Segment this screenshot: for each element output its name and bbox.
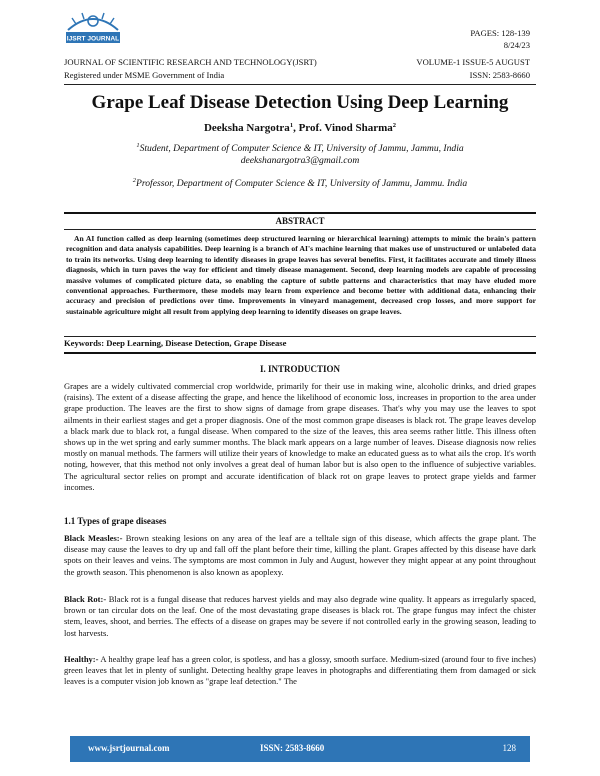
black-rot-text: Black rot is a fungal disease that reduces harvest yields and may also degrade wine quality. It appears as irregularly spaced, brown or tan circular dots on the leaf. One of the most devastating grape diseases is black rot. The grape fungus may infect the chister stem, leaves, shoot, and berries. The effects of a disease on grapes may be severe if not controlled early in the growing season, leading to lost harvests. xyxy=(64,594,537,638)
abstract-bottom-rule xyxy=(64,336,536,337)
author-line xyxy=(40,121,560,135)
affiliation-1-sup: 1 xyxy=(136,142,140,149)
keywords: Keywords: Deep Learning, Disease Detection, Grape Disease xyxy=(64,338,287,348)
registration-note: Registered under MSME Government of India xyxy=(64,70,225,80)
author-2-sup: 2 xyxy=(392,122,397,129)
author-1: Deeksha Nargotra xyxy=(203,122,290,134)
healthy-text: A healthy grape leaf has a green color, is spotless, and has a glossy, smooth surface. Medium-sized (around four to five inches) green leaves that let in plenty of sunlight. Detecting healthy grape leaves in photographs and differentiating them from damaged or sick leaves is a computer vision job known as "grape leaf detection." The xyxy=(64,654,536,687)
affiliation-1 xyxy=(40,143,560,154)
author-2: Prof. Vinod Sharma xyxy=(298,122,393,134)
affiliation-2 xyxy=(40,178,560,189)
publication-date: 8/24/23 xyxy=(503,40,530,50)
black-measles-label: Black Measles:- xyxy=(64,533,123,543)
abstract-top-rule xyxy=(64,212,536,214)
healthy-paragraph xyxy=(64,654,536,688)
author-separator: , xyxy=(293,122,299,134)
author-email: deekshanargotra3@gmail.com xyxy=(240,155,360,166)
types-heading: 1.1 Types of grape diseases xyxy=(64,516,167,526)
footer-website-link[interactable]: www.jsrtjournal.com xyxy=(88,743,170,753)
affiliation-2-text: Professor, Department of Computer Science & IT, University of Jammu, Jammu. India xyxy=(136,178,468,189)
abstract-heading: ABSTRACT xyxy=(275,216,325,226)
black-measles-text: Brown steaking lesions on any area of the leaf are a telltale sign of this disease, which affects the grape plant. The disease may cause the leaves to dry up and fall off the plant before their time, killing the plant. Grapes affected by this disease have dark spots on their leaves and veins. The symptoms are most common in July and August, however they might appear at any point throughout the growth season. This phenomenon is also known as apoplexy. xyxy=(64,533,536,577)
paper-title: Grape Leaf Disease Detection Using Deep Learning xyxy=(91,92,509,113)
keywords-rule xyxy=(64,352,536,354)
header-issn: ISSN: 2583-8660 xyxy=(469,70,530,80)
logo-text: IJSRT JOURNAL xyxy=(66,35,120,43)
page-footer xyxy=(70,736,530,762)
author-1-sup: 1 xyxy=(289,122,294,129)
introduction-text: Grapes are a widely cultivated commercial crop worldwide, primarily for their use in making wine, alcoholic drinks, and dried grapes (raisins). The extent of a disease affecting the grape, and hence the likelihood of economic loss, increases in proportion to the area under grape production. The leaves are the first to show signs of damage from grape diseases. That's why you may use the leaves to spot ailments in their earliest stages and get a proper diagnosis. One of the most common grape diseases is black rot. The grape leaves develop a black mark due to black rot, a fungal disease. When compared to the size of the leaves, this area seems rather little. This illness often shows up in the wet spring and early summer months. The black mark appears on a large number of leaves. Disease diagnosis now relies mostly on manual methods. The farmers will utilize their years of knowledge to make an educated guess as to what ails the crop. It's worth noting, however, that this method not only involves a great deal of human labor but is also open to the influence of subjective variables. The agricultural sector relies on prompt and accurate identification of black rot on grape leaves to protect grape yields and farmer incomes. xyxy=(64,381,536,492)
healthy-label: Healthy:- xyxy=(64,654,99,664)
affiliation-1-text: Student, Department of Computer Science & IT, University of Jammu, Jammu, India xyxy=(139,143,464,154)
journal-logo xyxy=(60,8,126,46)
abstract-text: An AI function called as deep learning (sometimes deep structured learning or hierarchical learning) attempts to mimic the brain's pattern recognition and data analysis capabilities. Deep learning is a branch of AI's machine learning that makes use of unstructured or unlabeled data to train its networks. Using deep learning to identify diseases in grape leaves has several benefits. First, it facilitates accurate and timely illness diagnosis, which in turn paves the way for efficient and timely disease management. Second, deep learning models are capable of processing massive volumes of complicated picture data, so enabling the capture of subtle patterns and characteristics that may have eluded more conventional approaches. Furthermore, these models may learn from experience and become better with additional data, enhancing their accuracy and precision of predictions over time. Improvements in vineyard management, decreased crop losses, and more support for sustainable agriculture might all result from applying deep learning to identify diseases on grape leaves. xyxy=(66,234,536,316)
black-rot-paragraph xyxy=(64,594,536,639)
footer-page-number: 128 xyxy=(502,743,516,753)
footer-issn: ISSN: 2583-8660 xyxy=(260,743,325,753)
volume-issue: VOLUME-1 ISSUE-5 AUGUST xyxy=(416,57,530,67)
black-measles-paragraph xyxy=(64,533,536,578)
abstract-heading-rule xyxy=(64,229,536,230)
pages-range: PAGES: 128-139 xyxy=(470,28,530,38)
header-rule xyxy=(64,84,536,85)
affiliation-2-sup: 2 xyxy=(132,177,137,184)
introduction-heading: I. INTRODUCTION xyxy=(259,364,340,374)
journal-name: JOURNAL OF SCIENTIFIC RESEARCH AND TECHNOLOGY(JSRT) xyxy=(64,57,317,67)
logo-mark-icon xyxy=(68,13,118,30)
black-rot-label: Black Rot:- xyxy=(64,594,107,604)
